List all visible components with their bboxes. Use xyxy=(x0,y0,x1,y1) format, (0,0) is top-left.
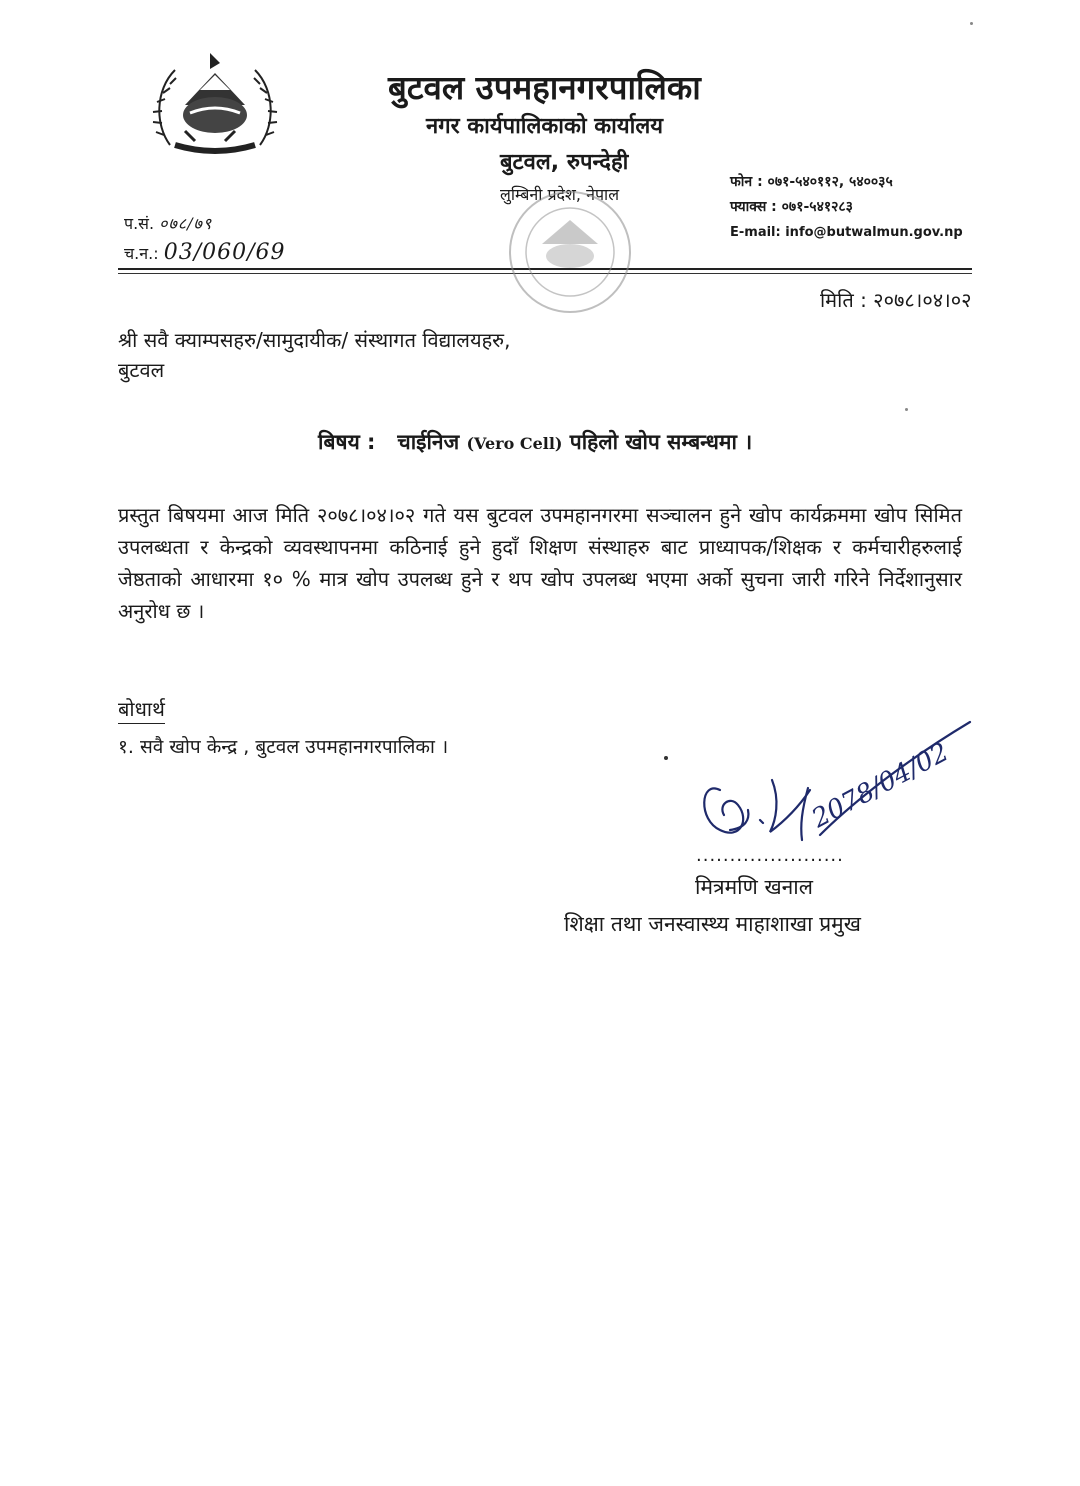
scan-speck xyxy=(970,22,973,25)
svg-text:2078/04/02: 2078/04/02 xyxy=(807,737,954,835)
dispatch-number xyxy=(124,240,286,265)
subject-pre: चाईनिज xyxy=(397,430,467,454)
signatory-name: मित्रमणि खनाल xyxy=(695,875,813,899)
signatory-title: शिक्षा तथा जनस्वास्थ्य माहाशाखा प्रमुख xyxy=(564,912,861,936)
chn-label: च.न.: xyxy=(124,244,159,263)
cc-item: १. सवै खोप केन्द्र , बुटवल उपमहानगरपालिका । xyxy=(118,736,449,758)
province-line: लुम्बिनी प्रदेश, नेपाल xyxy=(500,185,620,204)
letter-date: मिति : २०७८।०४।०२ xyxy=(820,288,972,312)
contact-block xyxy=(730,170,963,245)
subject-line xyxy=(318,428,752,456)
office-address: बुटवल, रुपन्देही xyxy=(500,150,629,175)
subject-label: बिषय : xyxy=(318,430,376,454)
office-name: नगर कार्यपालिकाको कार्यालय xyxy=(426,114,663,139)
organization-name: बुटवल उपमहानगरपालिका xyxy=(388,68,701,107)
signature-dots: ...................... xyxy=(696,845,844,866)
cc-heading: बोधार्थ xyxy=(118,695,165,724)
chn-value: 03/060/69 xyxy=(163,240,286,265)
addressee-line: श्री सवै क्याम्पसहरु/सामुदायीक/ संस्थागत विद्यालयहरु, xyxy=(118,328,511,352)
scan-speck xyxy=(664,756,668,760)
subject-vero-cell: (Vero Cell) xyxy=(466,434,563,453)
addressee-city: बुटवल xyxy=(118,358,165,382)
letter-body: प्रस्तुत बिषयमा आज मिति २०७८।०४।०२ गते यस बुटवल उपमहानगरमा सञ्चालन हुने खोप कार्यक्रममा खोप सिमित उपलब्धता र केन्द्रको व्यवस्थापनमा कठिनाई हुने हुदाँ शिक्षण संस्थाहरु बाट प्राध्यापक/शिक्षक र कर्मचारीहरुलाई जेष्ठताको आधारमा १० % मात्र खोप उपलब्ध हुने र थप खोप उपलब्ध भएमा अर्को सुचना जारी गरिने निर्देशानुसार अनुरोध छ । xyxy=(118,503,962,623)
email-address: E-mail: info@butwalmun.gov.np xyxy=(730,225,963,240)
government-emblem-icon xyxy=(140,45,290,165)
ps-label: प.सं. xyxy=(124,214,155,233)
phone-number: फोन : ०७१-५४०११२, ५४००३५ xyxy=(730,174,893,190)
office-seal-icon xyxy=(490,182,650,322)
reference-number xyxy=(124,212,212,234)
scan-speck xyxy=(905,408,908,411)
subject-post: पहिलो खोप सम्बन्धमा । xyxy=(562,430,753,454)
handwritten-signature-icon xyxy=(690,710,980,860)
fax-number: फ्याक्स : ०७१-५४१२८३ xyxy=(730,199,853,215)
ps-value: ०७८/७९ xyxy=(159,214,213,233)
